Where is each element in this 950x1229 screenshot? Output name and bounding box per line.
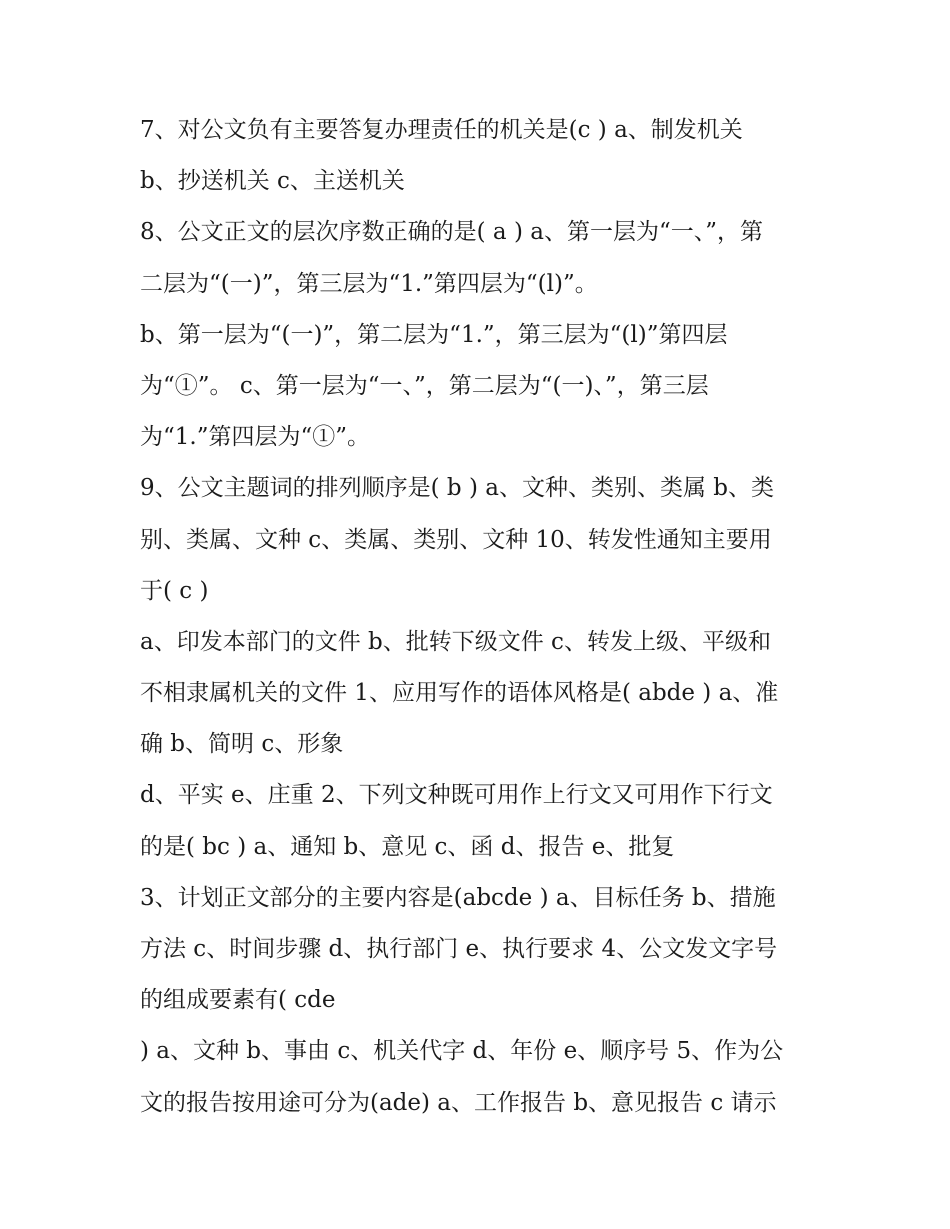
text-line: a、印发本部门的文件 b、批转下级文件 c、转发上级、平级和 <box>140 628 771 655</box>
text-line: b、第一层为“(一)”，第二层为“1.”，第三层为“(l)”第四层 <box>140 321 728 348</box>
text-line: 文的报告按用途可分为(ade) a、工作报告 b、意见报告 c 请示 <box>140 1089 777 1116</box>
text-line: 的组成要素有( cde <box>140 987 336 1014</box>
text-line: 为“1.”第四层为“①”。 <box>140 424 370 451</box>
text-line: 于( c ) <box>140 577 209 604</box>
text-line: 8、公文正文的层次序数正确的是( a ) a、第一层为“一、”，第 <box>140 219 763 246</box>
document-body <box>140 108 820 1132</box>
text-line: 7、对公文负有主要答复办理责任的机关是(c ) a、制发机关 <box>140 117 743 143</box>
text-line: 3、计划正文部分的主要内容是(abcde ) a、目标任务 b、措施 <box>140 884 776 911</box>
text-line: 方法 c、时间步骤 d、执行部门 e、执行要求 4、公文发文字号 <box>140 936 778 962</box>
text-line: 的是( bc ) a、通知 b、意见 c、函 d、报告 e、批复 <box>140 833 675 860</box>
text-line: 9、公文主题词的排列顺序是( b ) a、文种、类别、类属 b、类 <box>140 475 774 502</box>
text-line: 二层为“(一)”，第三层为“1.”第四层为“(l)”。 <box>140 270 598 297</box>
text-line: 为“①”。 c、第一层为“一、”，第二层为“(一)、”，第三层 <box>140 372 709 399</box>
text-line: 确 b、简明 c、形象 <box>140 731 344 758</box>
text-line: ) a、文种 b、事由 c、机关代字 d、年份 e、顺序号 5、作为公 <box>140 1038 784 1065</box>
text-line: b、抄送机关 c、主送机关 <box>140 168 405 195</box>
text-line: d、平实 e、庄重 2、下列文种既可用作上行文又可用作下行文 <box>140 782 773 809</box>
text-line: 不相隶属机关的文件 1、应用写作的语体风格是( abde ) a、准 <box>140 680 779 707</box>
text-line: 别、类属、文种 c、类属、类别、文种 10、转发性通知主要用 <box>140 526 772 553</box>
